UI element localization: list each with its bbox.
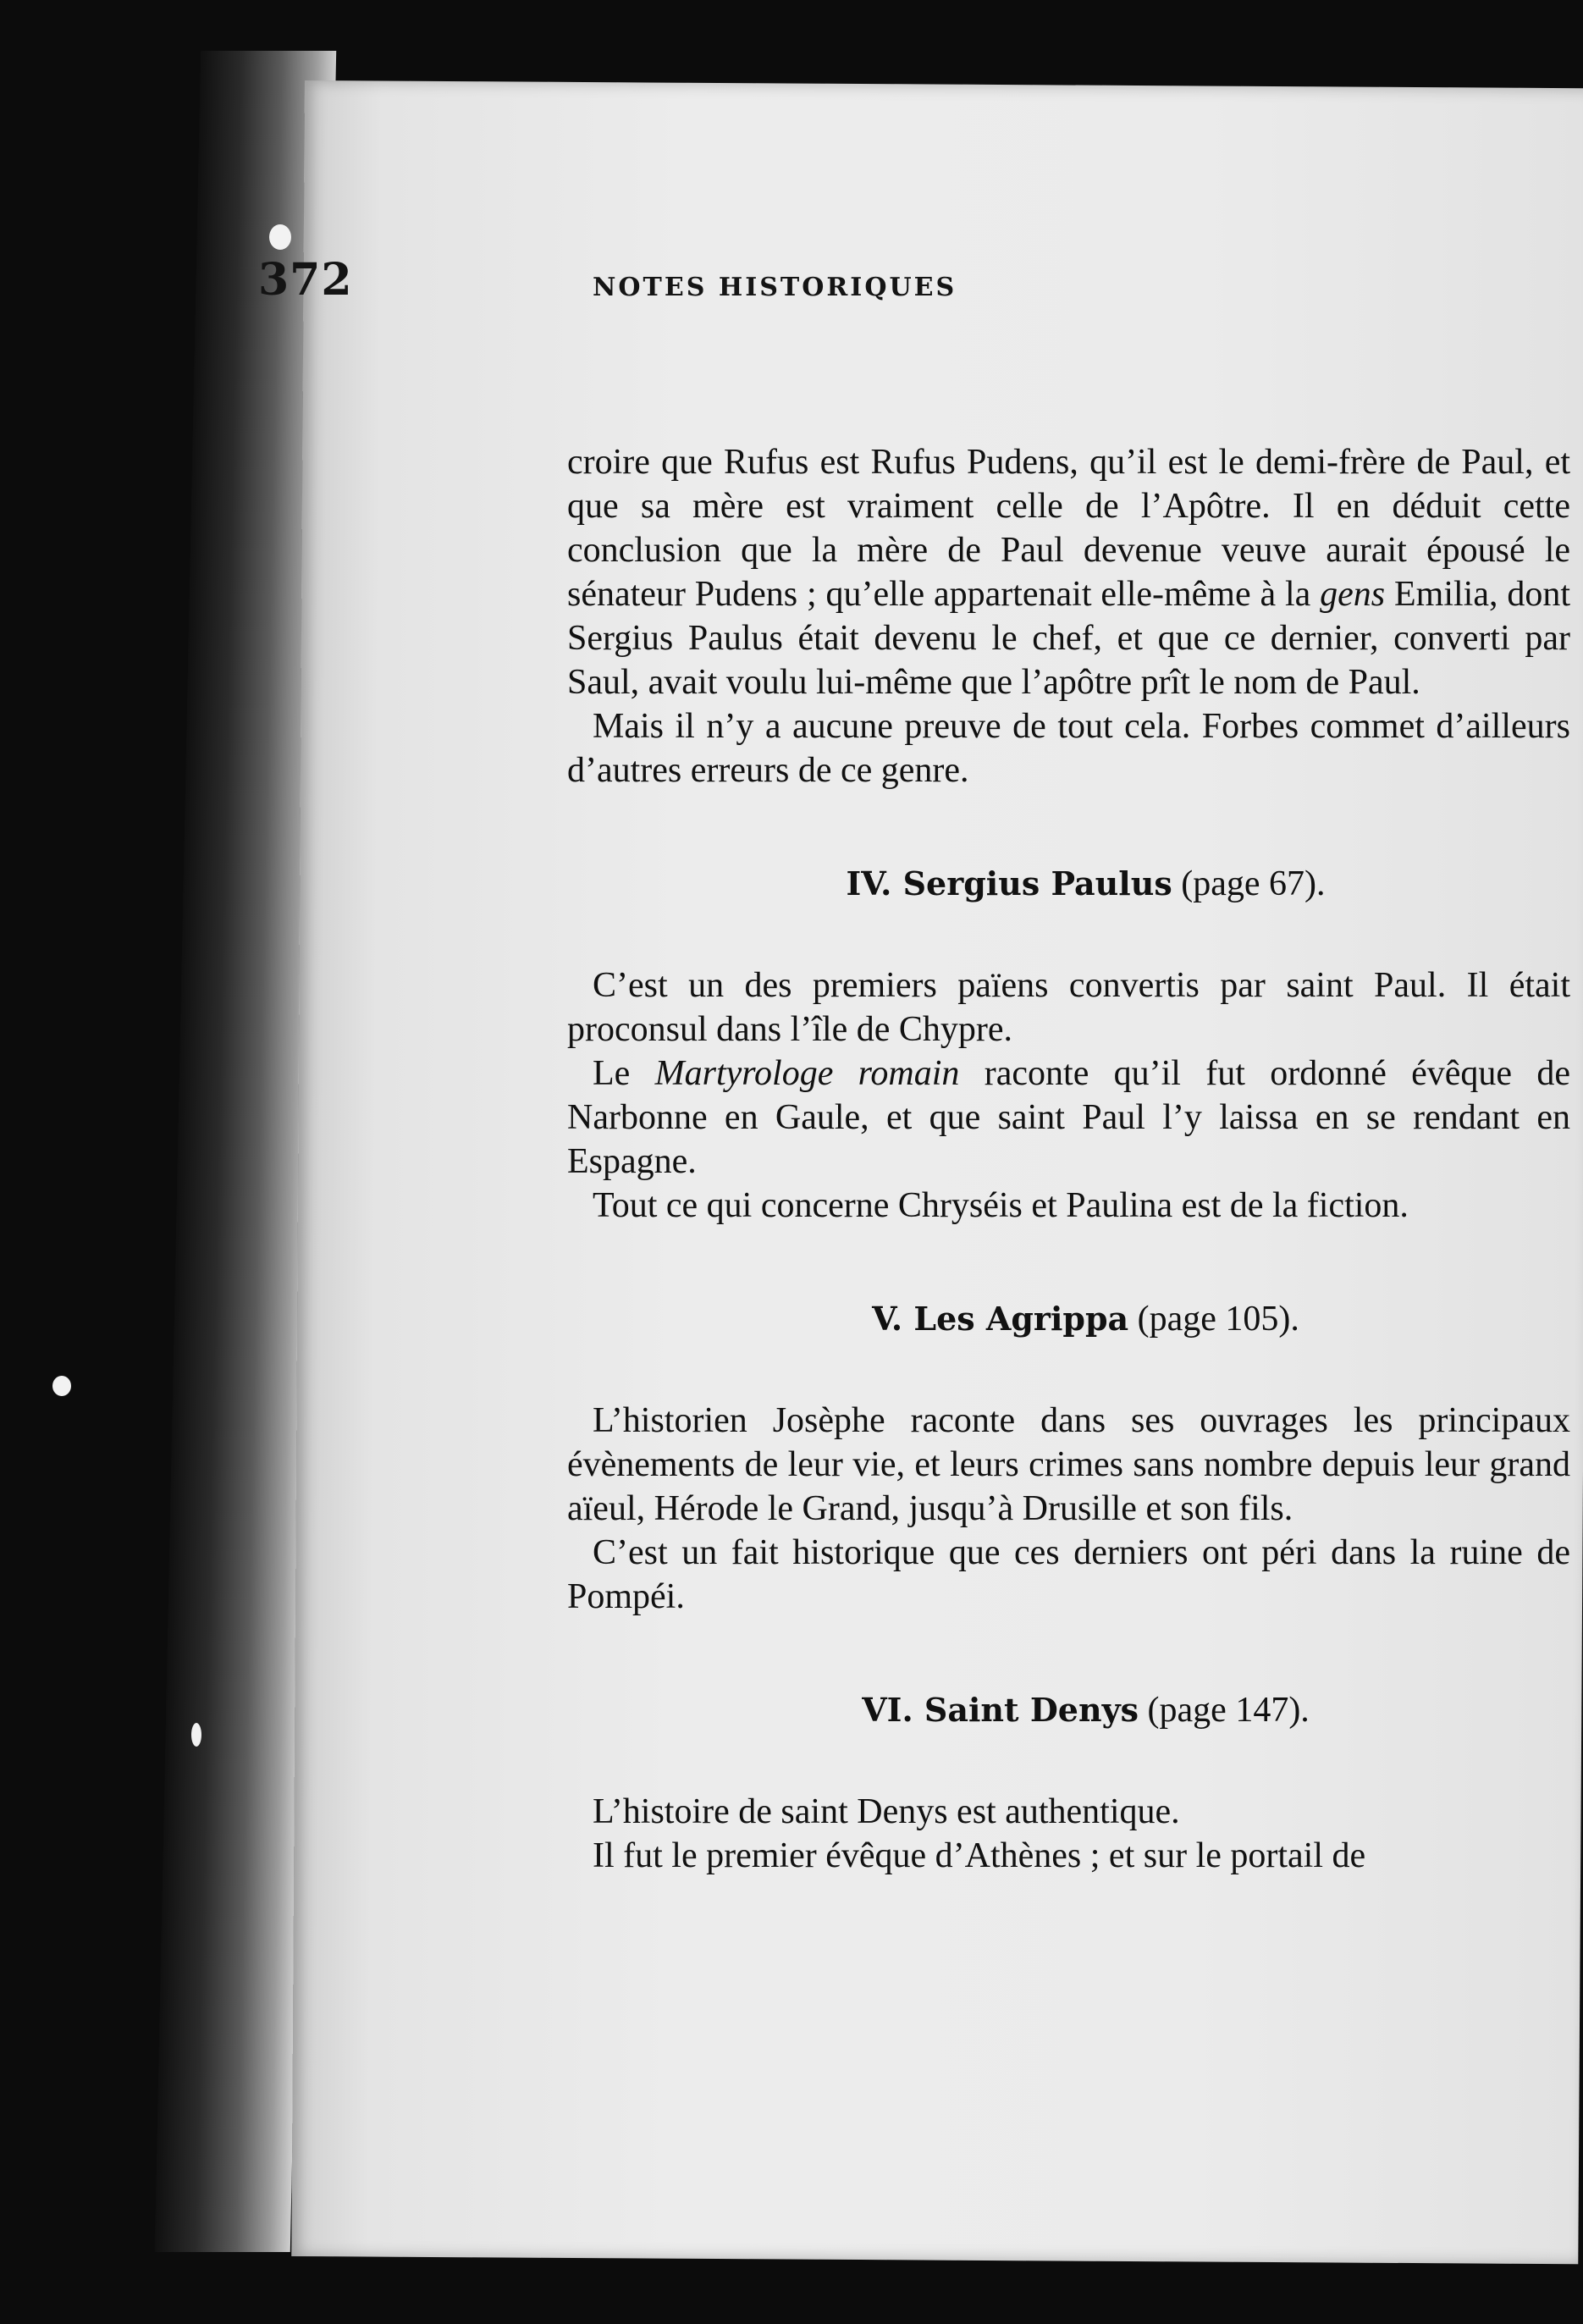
paragraph: L’historien Josèphe raconte dans ses ouvrages les principaux évènements de leur vie, et leurs crimes sans nombre depuis leur grand aïeul, Hérode le Grand, jusqu’à Drusille et son fils. [567, 1401, 1570, 1528]
paragraph: C’est un fait historique que ces derniers ont péri dans la ruine de Pompéi. [567, 1533, 1570, 1616]
body-text [567, 440, 1570, 1878]
section-label: V. Les Agrippa [872, 1300, 1129, 1338]
paragraph: croire que Rufus est Rufus Pudens, qu’il est le demi-frère de Paul, et que sa mère est vraiment celle de l’Apôtre. Il en déduit cette conclusion que la mère de Paul devenue veuve aurait épousé le sénateur Pudens ; qu’elle appartenait elle-même à la gens Emilia, dont Sergius Paulus était devenu le chef, et que ce dernier, converti par Saul, avait voulu lui-même que l’apôtre prît le nom de Paul. [567, 443, 1570, 702]
section-pageref: (page 67). [1181, 864, 1326, 903]
section-heading [567, 1297, 1570, 1341]
page-header [258, 254, 1528, 322]
film-speck [191, 1723, 201, 1747]
film-speck [269, 224, 291, 250]
paragraph: Il fut le premier évêque d’Athènes ; et sur le portail de [593, 1836, 1366, 1875]
section-label: IV. Sergius Paulus [846, 864, 1172, 903]
film-speck [52, 1376, 71, 1396]
running-head: NOTES HISTORIQUES [593, 273, 957, 302]
page-number: 372 [258, 254, 353, 306]
section-pageref: (page 105). [1137, 1300, 1299, 1339]
section-heading [567, 862, 1570, 906]
italic-term: gens [1320, 575, 1386, 614]
section-pageref: (page 147). [1147, 1691, 1310, 1730]
italic-title: Martyrologe romain [654, 1054, 960, 1093]
paragraph: Tout ce qui concerne Chryséis et Paulina est de la fiction. [593, 1186, 1409, 1225]
section-label: VI. Saint Denys [862, 1691, 1139, 1729]
paragraph: L’histoire de saint Denys est authentique. [593, 1792, 1180, 1831]
section-heading [567, 1688, 1570, 1732]
paragraph: Le Martyrologe romain raconte qu’il fut ordonné évêque de Narbonne en Gaule, et que saint Paul l’y laissa en se rendant en Espagne. [567, 1054, 1571, 1181]
paragraph: C’est un des premiers païens convertis par saint Paul. Il était proconsul dans l’île de Chypre. [567, 966, 1570, 1049]
paragraph: Mais il n’y a aucune preuve de tout cela. Forbes commet d’ailleurs d’autres erreurs de ce genre. [567, 707, 1570, 790]
